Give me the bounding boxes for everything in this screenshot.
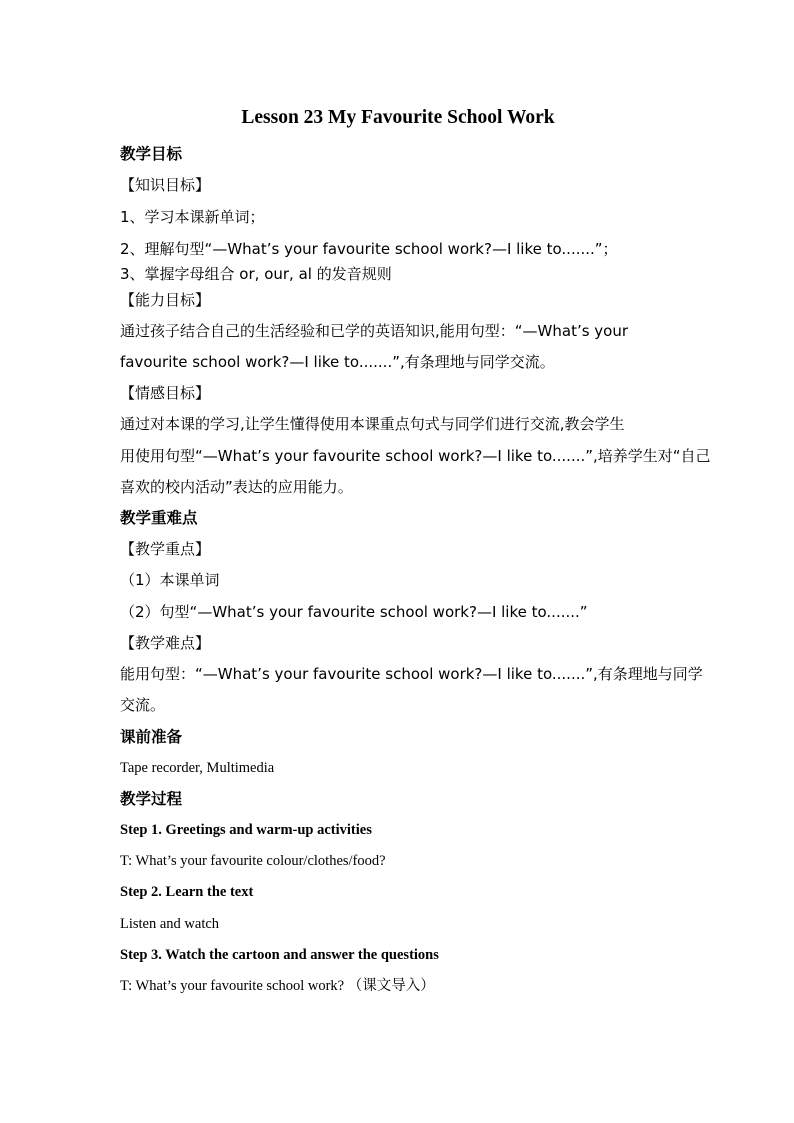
ability-text-line-1: 通过孩子结合自己的生活经验和已学的英语知识,能用句型：“—What’s your <box>120 322 629 340</box>
emotion-text-line-1: 通过对本课的学习,让学生懂得使用本课重点句式与同学们进行交流,教会学生 <box>120 415 625 433</box>
difficulty-text-line-2: 交流。 <box>120 696 166 714</box>
step-1-text: T: What’s your favourite colour/clothes/food? <box>120 853 386 869</box>
key-heading: 教学重难点 <box>120 509 198 527</box>
prep-heading: 课前准备 <box>120 728 183 746</box>
step-2-text: Listen and watch <box>120 916 220 932</box>
step-3-text: T: What’s your favourite school work? （课文导入） <box>120 978 435 994</box>
knowledge-label: 【知识目标】 <box>120 176 211 194</box>
ability-label: 【能力目标】 <box>120 291 211 309</box>
knowledge-item-2: 2、理解句型“—What’s your favourite school work?—I like to.......”； <box>120 240 618 258</box>
emotion-text-line-2: 用使用句型“—What’s your favourite school work?—I like to.......”,培养学生对“自己 <box>120 447 711 465</box>
emotion-text-line-3: 喜欢的校内活动”表达的应用能力。 <box>120 478 353 496</box>
emotion-label: 【情感目标】 <box>120 384 211 402</box>
step-1-title: Step 1. Greetings and warm-up activities <box>120 822 372 838</box>
process-heading: 教学过程 <box>120 790 183 808</box>
key-points-label: 【教学重点】 <box>120 540 211 558</box>
prep-text: Tape recorder, Multimedia <box>120 760 275 776</box>
knowledge-item-1: 1、学习本课新单词； <box>120 208 265 226</box>
difficulty-text-line-1: 能用句型：“—What’s your favourite school work?—I like to.......”,有条理地与同学 <box>120 665 703 683</box>
knowledge-item-3: 3、掌握字母组合 or, our, al 的发音规则 <box>120 265 392 283</box>
key-point-1: （1）本课单词 <box>120 571 220 589</box>
ability-text-line-2: favourite school work?—I like to.......”,有条理地与同学交流。 <box>120 353 555 371</box>
key-point-2: （2）句型“—What’s your favourite school work?—I like to.......” <box>120 603 588 621</box>
page-title: Lesson 23 My Favourite School Work <box>241 107 555 128</box>
difficulty-label: 【教学难点】 <box>120 634 211 652</box>
goals-heading: 教学目标 <box>120 145 183 163</box>
step-3-title: Step 3. Watch the cartoon and answer the questions <box>120 947 439 963</box>
step-2-title: Step 2. Learn the text <box>120 884 254 900</box>
